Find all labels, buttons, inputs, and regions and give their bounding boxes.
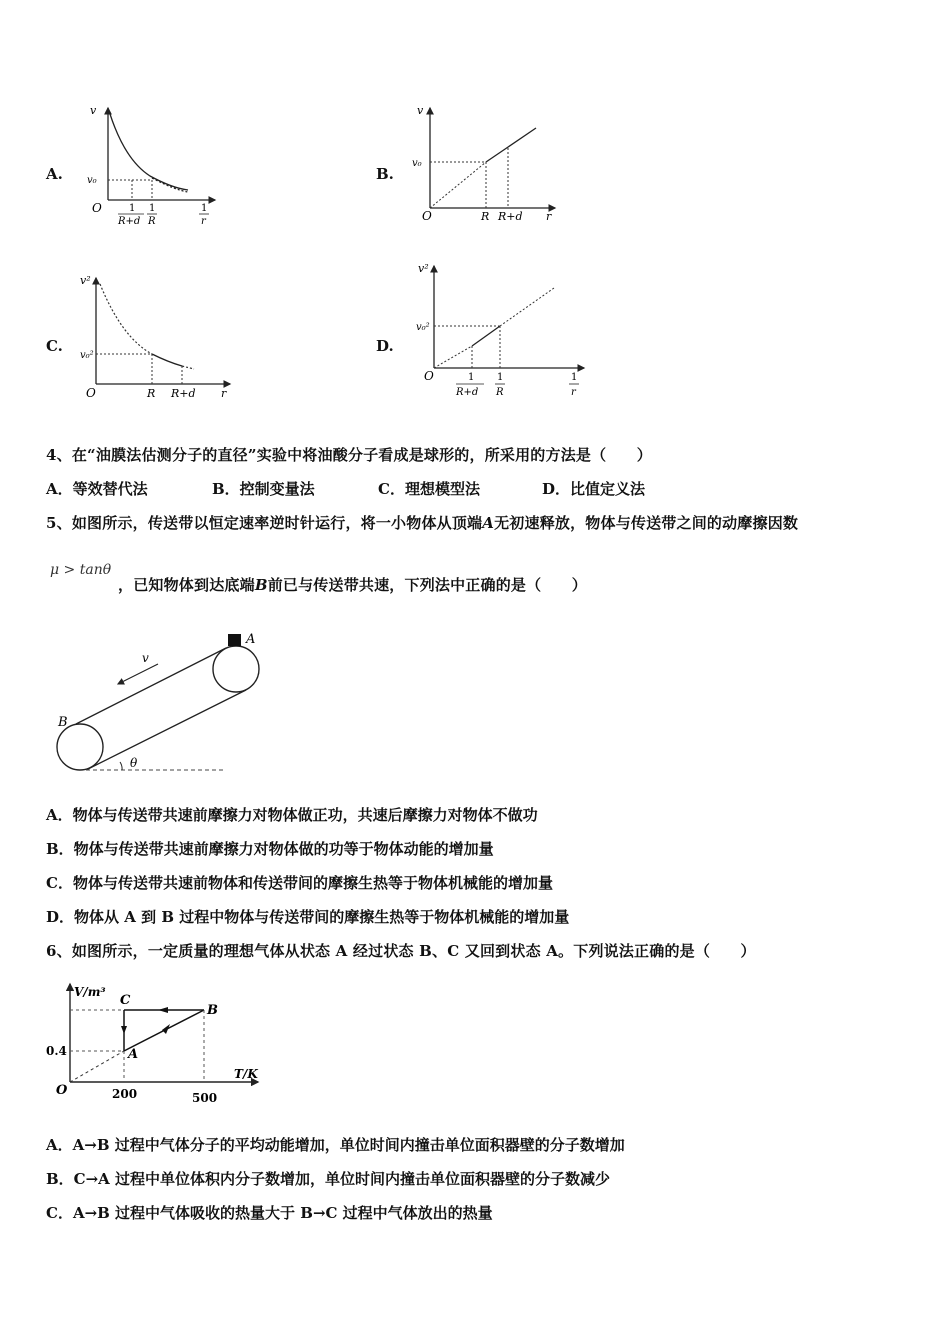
v2-axis-label: v²: [418, 262, 429, 275]
q5-stem-line1: [46, 512, 798, 533]
label-v: v: [142, 651, 149, 665]
tick1-label: R: [481, 210, 490, 223]
origin-label: O: [56, 1083, 68, 1098]
tick2-label: R+d: [498, 210, 523, 223]
x-axis-num: 1: [571, 372, 578, 383]
q4-stem: 4、在“油膜法估测分子的直径”实验中将油酸分子看成是球形的，所采用的方法是（ ）: [46, 446, 652, 464]
arrow-ab: [162, 1024, 170, 1034]
q4-choice-a[interactable]: A．等效替代法: [46, 480, 148, 498]
angle-arc: [120, 762, 122, 770]
tick2-num: 1: [497, 372, 504, 383]
y-axis-label: V/m³: [74, 985, 106, 999]
label-b: B: [58, 715, 68, 730]
v02-label: v₀²: [80, 350, 94, 361]
q5-choice-c[interactable]: C．物体与传送带共速前物体和传送带间的摩擦生热等于物体机械能的增加量: [46, 874, 553, 892]
line-solid: [486, 128, 536, 162]
tick2-num: 1: [149, 203, 156, 214]
top-pulley: [213, 646, 259, 692]
vt-diagram: [44, 978, 274, 1108]
label-theta: θ: [130, 756, 138, 770]
origin-to-a-dashed: [70, 1051, 124, 1082]
q5-point-a: A: [482, 514, 495, 532]
q4-choice-b[interactable]: B．控制变量法: [212, 480, 315, 498]
q5-point-b: B: [254, 576, 268, 594]
q5-formula: μ > tanθ: [50, 562, 112, 578]
curve-dotted-upper: [100, 284, 152, 354]
x-axis-label: T/K: [234, 1067, 258, 1081]
v2-axis-label: v²: [80, 274, 91, 287]
arrow-ca: [121, 1026, 127, 1034]
option-c-letter[interactable]: C.: [46, 337, 63, 355]
tick1-label: R: [147, 387, 156, 400]
q5-stem-part2: 无初速释放，物体与传送带之间的动摩擦因数: [494, 514, 799, 532]
origin-label: O: [92, 201, 102, 215]
option-d-letter[interactable]: D.: [376, 337, 394, 355]
q6-choice-c[interactable]: C．A→B 过程中气体吸收的热量大于 B→C 过程中气体放出的热量: [46, 1204, 493, 1222]
block-a: [228, 634, 241, 646]
option-b-letter[interactable]: B.: [376, 165, 394, 183]
v-axis-label: v: [90, 104, 97, 117]
q5-stem-part3: ，已知物体到达底端: [118, 576, 255, 594]
label-a: A: [128, 1047, 139, 1062]
tick1-num: 1: [468, 372, 475, 383]
line-dotted-lower: [434, 346, 472, 368]
q6-choice-b[interactable]: B．C→A 过程中单位体积内分子数增加，单位时间内撞击单位面积器壁的分子数减少: [46, 1170, 611, 1188]
origin-label: O: [86, 386, 96, 400]
origin-label: O: [422, 209, 432, 223]
q5-stem-part4: 前已与传送带共速，下列法中正确的是（ ）: [267, 576, 587, 594]
x-axis-den: r: [571, 387, 576, 398]
v02-label: v₀²: [416, 322, 430, 333]
x-axis-num: 1: [201, 203, 208, 214]
q5-choice-d[interactable]: D．物体从 A 到 B 过程中物体与传送带间的摩擦生热等于物体机械能的增加量: [46, 908, 570, 926]
bottom-pulley: [57, 724, 103, 770]
origin-label: O: [424, 369, 434, 383]
q6-choice-a[interactable]: A．A→B 过程中气体分子的平均动能增加，单位时间内撞击单位面积器壁的分子数增加: [46, 1136, 625, 1154]
x-axis-label: r: [546, 210, 552, 223]
line-solid: [472, 326, 500, 346]
q5-stem-part1: 5、如图所示，传送带以恒定速率逆时针运行，将一小物体从顶端: [46, 514, 483, 532]
label-b: B: [207, 1003, 218, 1018]
v-axis-label: v: [417, 104, 424, 117]
graph-option-a: [80, 100, 230, 230]
q5-choice-a[interactable]: A．物体与传送带共速前摩擦力对物体做正功，共速后摩擦力对物体不做功: [46, 806, 538, 824]
line-dotted: [430, 162, 486, 208]
curve-solid: [152, 354, 182, 366]
tick1-den: R+d: [456, 387, 479, 398]
q4-choice-c[interactable]: C．理想模型法: [378, 480, 480, 498]
q5-choice-b[interactable]: B．物体与传送带共速前摩擦力对物体做的功等于物体动能的增加量: [46, 840, 494, 858]
graph-option-b: [410, 100, 570, 230]
q6-stem: 6、如图所示，一定质量的理想气体从状态 A 经过状态 B、C 又回到状态 A。下列说法正确的是（ ）: [46, 942, 756, 960]
tick2-label: R+d: [171, 387, 196, 400]
belt-bottom: [88, 690, 246, 769]
velocity-arrow: [118, 664, 158, 684]
label-c: C: [120, 993, 131, 1008]
conveyor-figure: [50, 622, 270, 782]
option-a-letter[interactable]: A.: [46, 165, 63, 183]
arrow-bc: [158, 1007, 168, 1013]
graph-option-d: [412, 258, 592, 406]
curve-dotted-lower: [182, 366, 194, 369]
tick2-den: R: [496, 387, 504, 398]
x-axis-den: r: [201, 216, 206, 227]
belt-top: [76, 648, 226, 724]
curve-solid: [110, 114, 188, 190]
x-tick-500: 500: [192, 1091, 218, 1105]
q5-stem-line2: [118, 574, 587, 595]
tick2-den: R: [148, 216, 156, 227]
graph-option-c: [78, 268, 238, 403]
x-tick-200: 200: [112, 1087, 138, 1101]
v0-label: v₀: [87, 175, 97, 186]
q4-choice-d[interactable]: D．比值定义法: [542, 480, 646, 498]
x-axis-label: r: [221, 387, 227, 400]
v0-label: v₀: [412, 158, 422, 169]
y-tick-04: 0.4: [46, 1044, 67, 1058]
tick1-num: 1: [129, 203, 136, 214]
label-a: A: [246, 632, 256, 647]
tick1-den: R+d: [118, 216, 141, 227]
line-dotted-upper: [500, 288, 554, 326]
